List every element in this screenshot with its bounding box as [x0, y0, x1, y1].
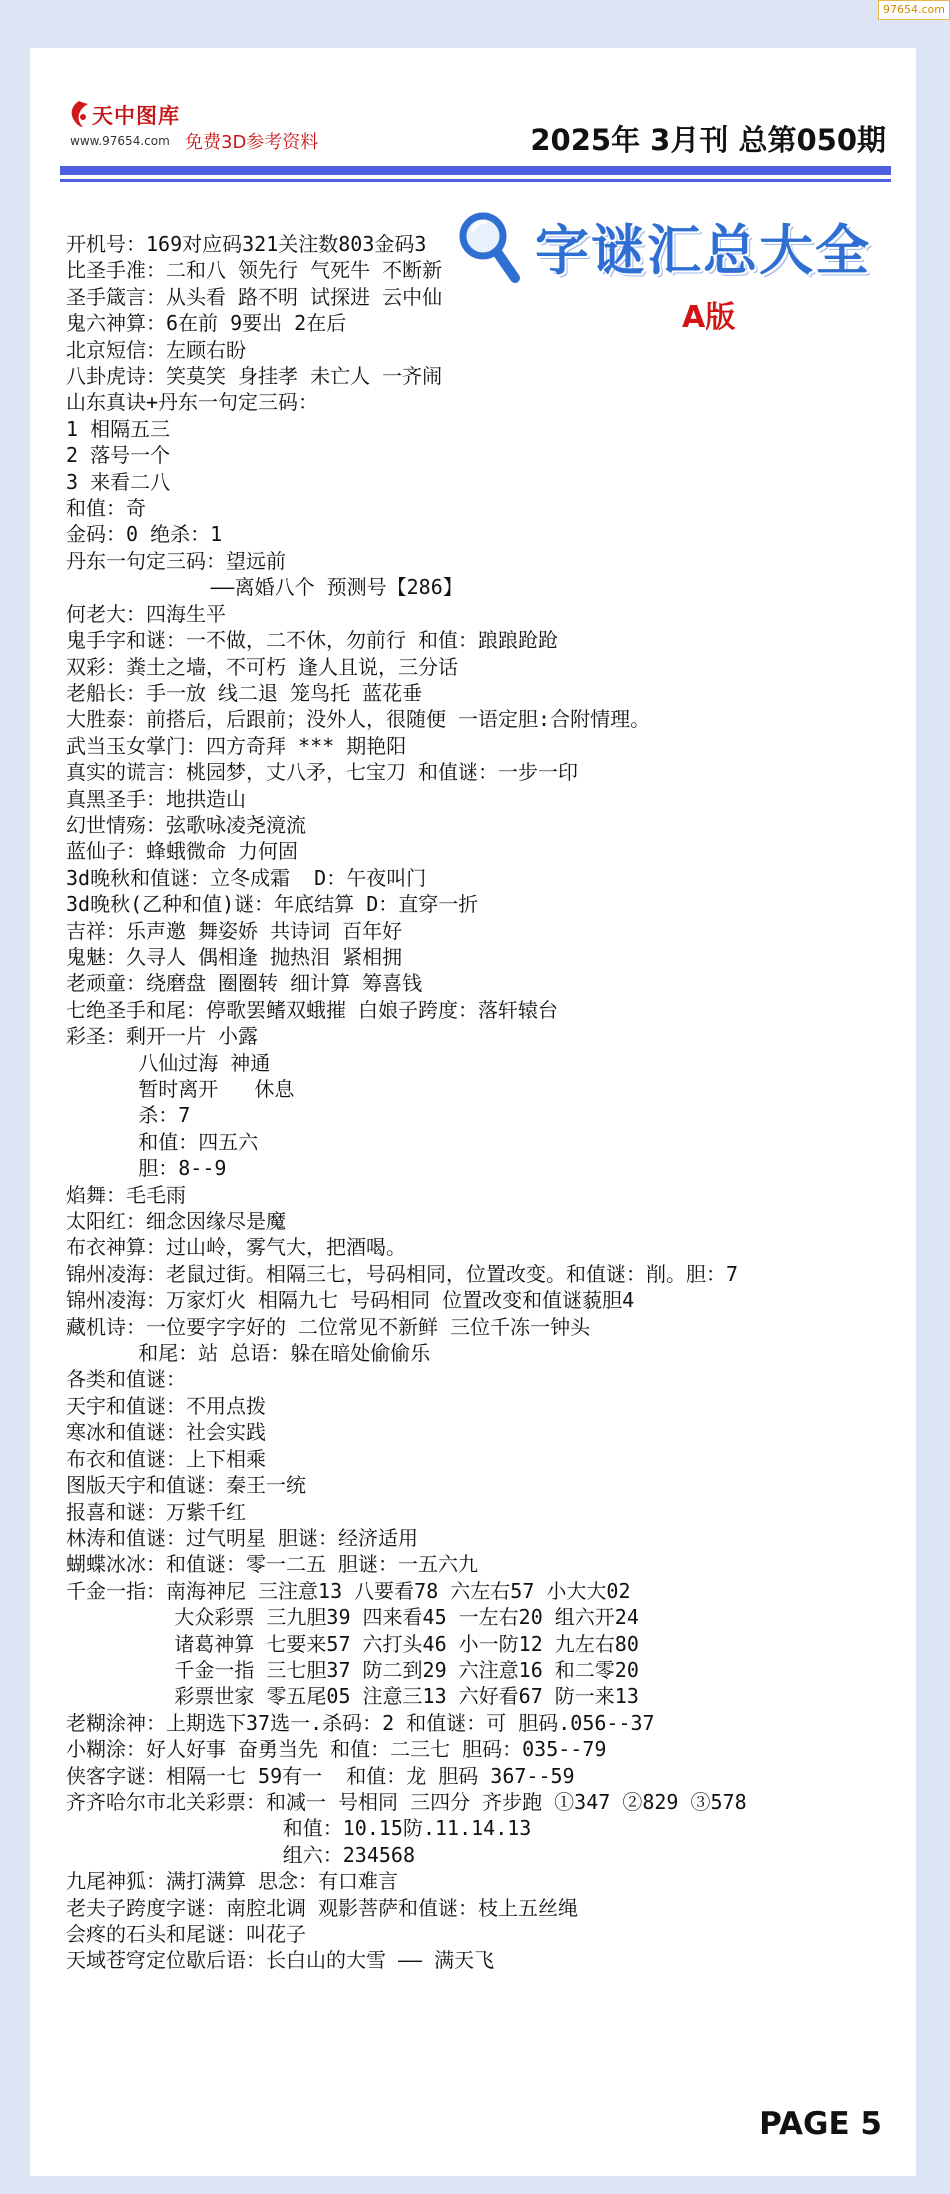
logo [68, 98, 198, 156]
watermark: 97654.com [878, 0, 950, 20]
document-page [30, 48, 916, 2176]
logo-url: www.97654.com [70, 134, 170, 148]
riddle-content: 开机号：169对应码321关注数803金码3 比圣手准：二和八 领先行 气死牛 不断新 圣手箴言：从头看 路不明 试探进 云中仙 鬼六神算：6在前 9要出 2在后 北京短信：左顾右盼 八卦虎诗：笑莫笑 身挂孝 未亡人 一齐闹 山东真诀+丹东一句定三码： 1 相隔五三 2 落号一个 3 来看二八 和值：奇 金码：0 绝杀：1 丹东一句定三码：望远前 ——离婚八个 预测号【286】 何老大：四海生平 鬼手字和谜：一不做，二不休，勿前行 和值：踉踉跄跄 双彩：粪土之墙，不可朽 逢人且说，三分话 老船长：手一放 线二退 笼鸟托 蓝花垂 大胜泰：前搭后，后跟前；没外人，很随便 一语定胆:合附情理。 武当玉女掌门：四方奇拜 *** 期艳阳 真实的谎言：桃园梦，丈八矛，七宝刀 和值谜：一步一印 真黑圣手：地拱造山 幻世情殇：弦歌咏凌尧滰流 蓝仙子：蜂蛾微命 力何固 3d晚秋和值谜：立冬成霜 D：午夜叫门 3d晚秋(乙种和值)谜：年底结算 D：直穿一折 吉祥：乐声邀 舞姿娇 共诗词 百年好 鬼魅：久寻人 偶相逢 抛热泪 紧相拥 老顽童：绕磨盘 圈圈转 细计算 筹喜钱 七绝圣手和尾：停歌罢鳍双蛾摧 白娘子跨度：落轩辕台 彩圣：剩开一片 小露 八仙过海 神通 暂时离开 休息 杀：7 和值：四五六 胆：8--9 焰舞：毛毛雨 太阳红：细念因缘尽是魔 布衣神算：过山岭，雾气大，把酒喝。 锦州凌海：老鼠过街。相隔三七，号码相同，位置改变。和值谜：削。胆：7 锦州凌海：万家灯火 相隔九七 号码相同 位置改变和值谜藐胆4 藏机诗：一位要字字好的 二位常见不新鲜 三位千冻一钟头 和尾：站 总语：躲在暗处偷偷乐 各类和值谜： 天宇和值谜：不用点拨 寒冰和值谜：社会实践 布衣和值谜：上下相乘 图版天宇和值谜：秦王一统 报喜和谜：万紫千红 林涛和值谜：过气明星 胆谜：经济适用 蝴蝶冰冰：和值谜：零一二五 胆谜：一五六九 千金一指：南海神尼 三注意13 八要看78 六左右57 小大大02 大众彩票 三九胆39 四来看45 一左右20 组六开24 诸葛神算 七要来57 六打头46 小一防12 九左右80 千金一指 三七胆37 防二到29 六注意16 和二零20 彩票世家 零五尾05 注意三13 六好看67 防一来13 老糊涂神：上期选下37选一.杀码：2 和值谜：可 胆码.056--37 小糊涂：好人好事 奋勇当先 和值：二三七 胆码：035--79 侠客字谜：相隔一七 59有一 和值：龙 胆码 367--59 齐齐哈尔市北关彩票：和减一 号相同 三四分 齐步跑 ①347 ②829 ③578 和值：10.15防.11.14.13 组六：234568 九尾神狐：满打满算 思念：有口难言 老夫子跨度字谜：南腔北调 观影菩萨和值谜：枝上五丝绳 会疼的石头和尾谜：叫花子 天域苍穹定位歇后语：长白山的大雪 —— 满天飞 [66, 232, 747, 1973]
page-title: 字谜汇总大全 [535, 219, 871, 282]
logo-name: 天中图库 [92, 104, 180, 128]
issue-label: 2025年 3月刊 总第050期 [530, 123, 886, 157]
tagline: 免费3D参考资料 [185, 132, 319, 153]
page-subtitle: A版 [682, 300, 736, 335]
header-rule-thin [60, 179, 891, 182]
header-rule-thick [60, 166, 891, 175]
page-number: PAGE 5 [759, 2106, 882, 2142]
logo-badge-icon [68, 100, 90, 128]
